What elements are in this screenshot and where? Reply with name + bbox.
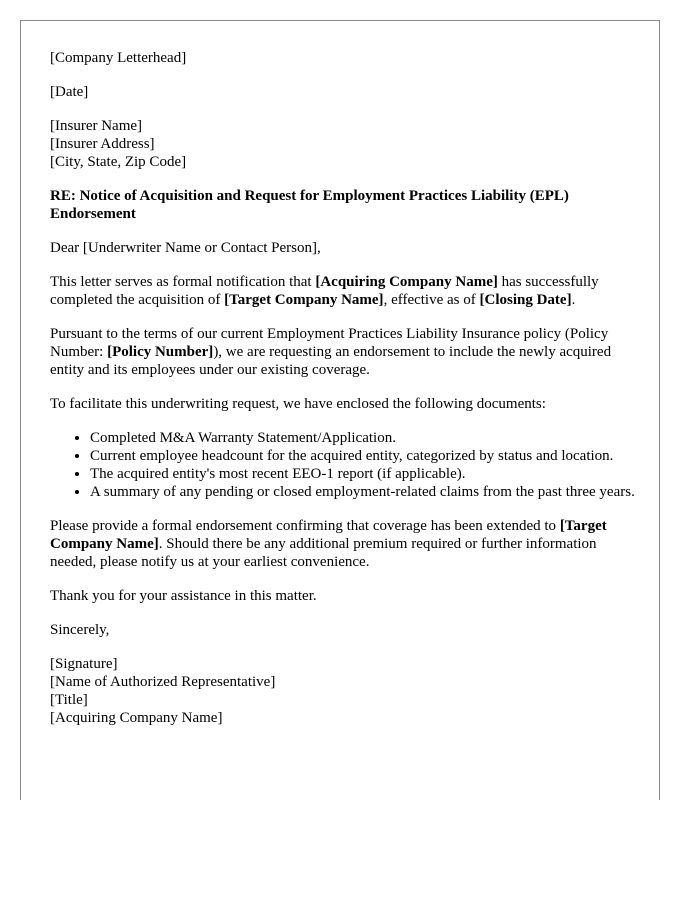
insurer-address: [Insurer Address] [50, 136, 155, 152]
letter-page [20, 20, 660, 800]
para1-text-1: This letter serves as formal notification that [50, 274, 316, 290]
policy-number-placeholder: [Policy Number] [107, 344, 214, 360]
list-item: • Completed M&A Warranty Statement/Application. [90, 429, 635, 447]
letter-body [50, 49, 635, 743]
list-item: • Current employee headcount for the acquired entity, categorized by status and location. [90, 447, 635, 465]
subject-line [50, 187, 635, 223]
representative-title: [Title] [50, 692, 88, 708]
closing-date-placeholder: [Closing Date] [479, 292, 572, 308]
signature-block [50, 655, 635, 727]
salutation: Dear [Underwriter Name or Contact Person], [50, 240, 321, 256]
list-item: • The acquired entity's most recent EEO-1 report (if applicable). [90, 465, 635, 483]
para4-text-1: Please provide a formal endorsement confirming that coverage has been extended to [50, 518, 560, 534]
insurer-city-state-zip: [City, State, Zip Code] [50, 154, 187, 170]
para2-text-1: Pursuant to the terms of our current Employment Practices Liability Insurance policy (Policy Number: [50, 326, 609, 360]
closing: Sincerely, [50, 622, 110, 638]
paragraph-policy [50, 325, 635, 379]
target-company-placeholder: [Target Company Name] [224, 292, 384, 308]
enclosed-documents-list [50, 429, 635, 501]
paragraph-notification [50, 273, 635, 309]
acquiring-company-placeholder: [Acquiring Company Name] [315, 274, 498, 290]
para2-text-2: ), we are requesting an endorsement to include the newly acquired entity and its employees under our existing coverage. [50, 344, 612, 378]
paragraph-request [50, 517, 635, 571]
letter-date: [Date] [50, 84, 89, 100]
paragraph-thanks: Thank you for your assistance in this matter. [50, 588, 317, 604]
para4-text-2: . Should there be any additional premium required or further information needed, please notify us at your earliest convenience. [50, 536, 597, 570]
target-company-placeholder: [Target Company Name] [50, 518, 607, 552]
list-item: • A summary of any pending or closed employment-related claims from the past three years. [90, 483, 635, 501]
para1-text-3: , effective as of [383, 292, 480, 308]
para1-text-4: . [571, 292, 576, 308]
signature-company: [Acquiring Company Name] [50, 710, 223, 726]
representative-name: [Name of Authorized Representative] [50, 674, 276, 690]
letterhead: [Company Letterhead] [50, 50, 187, 66]
subject-text: RE: Notice of Acquisition and Request for Employment Practices Liability (EPL) Endorsement [50, 188, 569, 222]
insurer-name: [Insurer Name] [50, 118, 143, 134]
paragraph-enclosures-intro: To facilitate this underwriting request, we have enclosed the following documents: [50, 396, 546, 412]
insurer-address-block [50, 117, 635, 171]
signature-placeholder: [Signature] [50, 656, 118, 672]
para1-text-2: has successfully completed the acquisition of [50, 274, 599, 308]
